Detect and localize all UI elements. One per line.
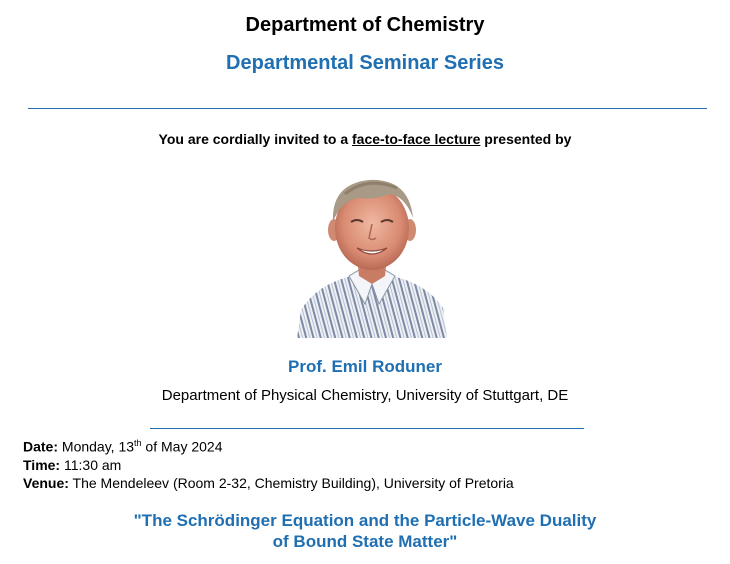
date-value-post: of May 2024 — [141, 438, 223, 455]
department-title: Department of Chemistry — [245, 14, 485, 36]
venue-label: Venue: — [23, 475, 69, 491]
speaker-divider — [150, 428, 584, 429]
speaker-name: Prof. Emil Roduner — [288, 357, 442, 376]
time-value: 11:30 am — [63, 457, 122, 473]
date-label: Date: — [23, 438, 59, 455]
speaker-affiliation: Department of Physical Chemistry, University of Stuttgart, DE — [161, 387, 569, 404]
venue-value: The Mendeleev (Room 2-32, Chemistry Building), University of Pretoria — [72, 475, 514, 491]
header-divider — [28, 108, 707, 109]
time-line — [23, 457, 121, 473]
invitation-emphasis: face-to-face lecture — [352, 131, 481, 147]
invitation-text — [0, 131, 730, 147]
time-label: Time: — [23, 457, 61, 473]
lecture-title-line1: "The Schrödinger Equation and the Particle-Wave Duality — [133, 511, 597, 530]
date-value-pre: Monday, 13 — [61, 438, 135, 455]
seminar-series-title: Departmental Seminar Series — [226, 52, 504, 74]
lecture-title-line2: of Bound State Matter" — [272, 532, 458, 551]
venue-line — [23, 475, 514, 491]
invitation-prefix: You are cordially invited to a — [158, 131, 353, 147]
date-line — [23, 438, 222, 455]
date-value-sup: th — [134, 438, 142, 448]
invitation-suffix: presented by — [480, 131, 572, 147]
speaker-photo — [297, 172, 447, 338]
lecture-title — [0, 510, 730, 552]
